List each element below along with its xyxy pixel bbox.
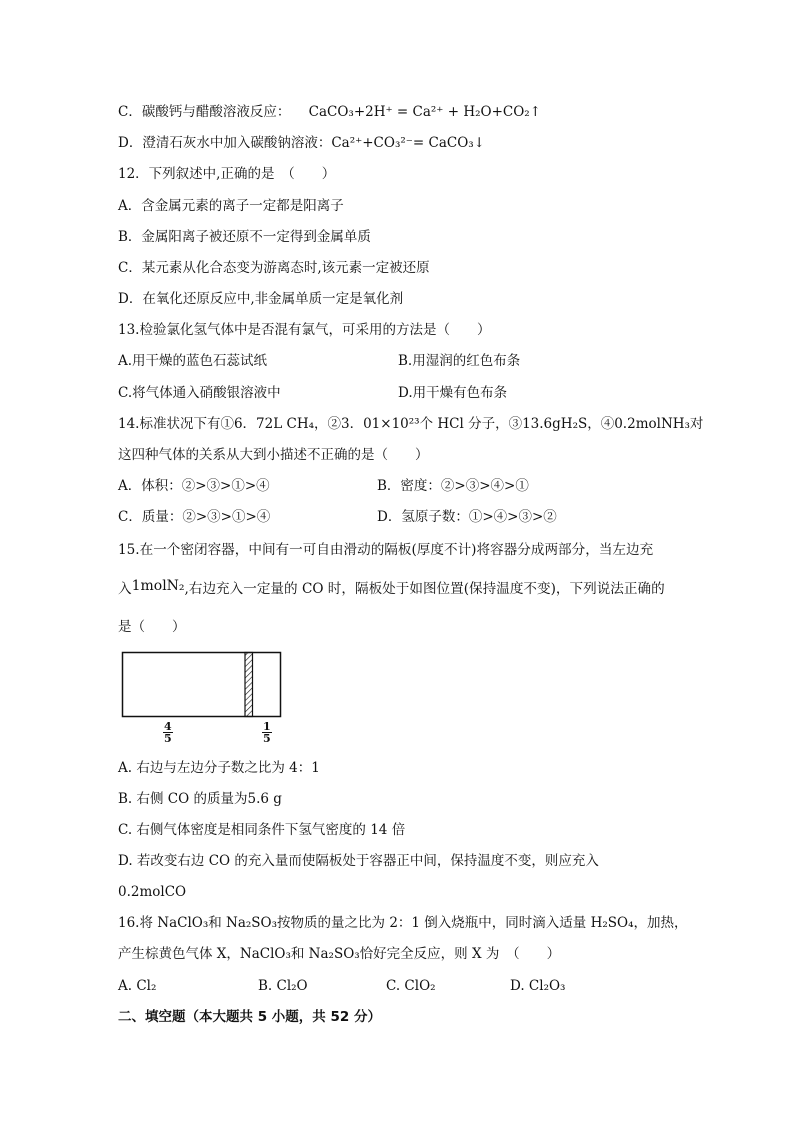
q15-option-c: C. 右侧气体密度是相同条件下氢气密度的 14 倍 [118,822,406,838]
q16-option-a: A. Cl₂ [118,978,157,994]
q11-option-c [118,102,541,122]
q12-option-a: A．含金属元素的离子一定都是阳离子 [118,198,344,214]
container-diagram [120,650,284,720]
left-fraction-den: 5 [164,732,172,745]
q16-stem-line2: 产生棕黄色气体 X，NaClO₃和 Na₂SO₃恰好完全反应，则 X 为 （ ） [118,946,561,962]
q11-option-d: D．澄清石灰水中加入碳酸钠溶液：Ca²⁺+CO₃²⁻= CaCO₃↓ [118,135,485,151]
q16-option-c: C. ClO₂ [386,978,436,994]
q16-option-d: D. Cl₂O₃ [510,978,566,994]
section-2-heading: 二、填空题（本大题共 5 小题，共 52 分） [118,1009,381,1025]
q15-stem-prefix: 入 [118,581,132,597]
q13-option-b: B.用湿润的红色布条 [398,353,521,369]
right-fraction-num: 1 [263,720,271,733]
q12-stem: 12．下列叙述中,正确的是 （ ） [118,166,336,182]
q12-option-b: B．金属阳离子被还原不一定得到金属单质 [118,229,371,245]
sliding-partition [245,653,253,717]
q15-stem-line2 [118,576,665,599]
q15-stem-line1: 15.在一个密闭容器，中间有一可自由滑动的隔板(厚度不计)将容器分成两部分，当左边充 [118,542,654,558]
q12-option-c: C．某元素从化合态变为游离态时,该元素一定被还原 [118,260,430,276]
q15-stem-line3: 是（ ） [118,619,186,635]
q14-stem-line2: 这四种气体的关系从大到小描述不正确的是（ ） [118,447,429,463]
q14-option-b: B．密度：②>③>④>① [377,478,529,494]
q14-stem-line1: 14.标准状况下有①6．72L CH₄，②3．01×10²³个 HCl 分子，③13.6gH₂S，④0.2molNH₃对 [118,416,704,432]
q16-stem-line1: 16.将 NaClO₃和 Na₂SO₃按物质的量之比为 2：1 倒入烧瓶中，同时滴入适量 H₂SO₄，加热， [118,915,688,931]
q15-option-d: D. 若改变右边 CO 的充入量而使隔板处于容器正中间，保持温度不变，则应充入 [118,853,599,869]
q15-option-b: B. 右侧 CO 的质量为5.6 g [118,791,282,807]
container-outline [123,653,281,717]
q13-option-a: A.用干燥的蓝色石蕊试纸 [118,353,268,369]
q14-option-c: C．质量：②>③>①>④ [118,509,271,525]
q11-option-c-label: C．碳酸钙与醋酸溶液反应： [118,104,291,120]
q15-option-d-continued: 0.2molCO [118,884,187,900]
q11-option-c-equation: CaCO₃+2H⁺ = Ca²⁺ + H₂O+CO₂↑ [308,104,542,120]
right-fraction [262,721,272,744]
q15-n2-amount: 1molN₂ [131,578,185,594]
q15-option-a: A. 右边与左边分子数之比为 4：1 [118,760,320,776]
q16-option-b: B. Cl₂O [258,978,308,994]
q14-option-a: A．体积：②>③>①>④ [118,478,270,494]
q13-stem: 13.检验氯化氢气体中是否混有氯气，可采用的方法是（ ） [118,322,491,338]
left-fraction-num: 4 [164,720,172,733]
q15-stem-suffix: ,右边充入一定量的 CO 时，隔板处于如图位置(保持温度不变)，下列说法正确的 [184,581,665,597]
q12-option-d: D．在氧化还原反应中,非金属单质一定是氧化剂 [118,291,404,307]
q13-option-d: D.用干燥有色布条 [398,385,508,401]
q13-option-c: C.将气体通入硝酸银溶液中 [118,385,281,401]
left-fraction [163,721,173,744]
q14-option-d: D．氢原子数：①>④>③>② [377,509,557,525]
right-fraction-den: 5 [263,732,271,745]
